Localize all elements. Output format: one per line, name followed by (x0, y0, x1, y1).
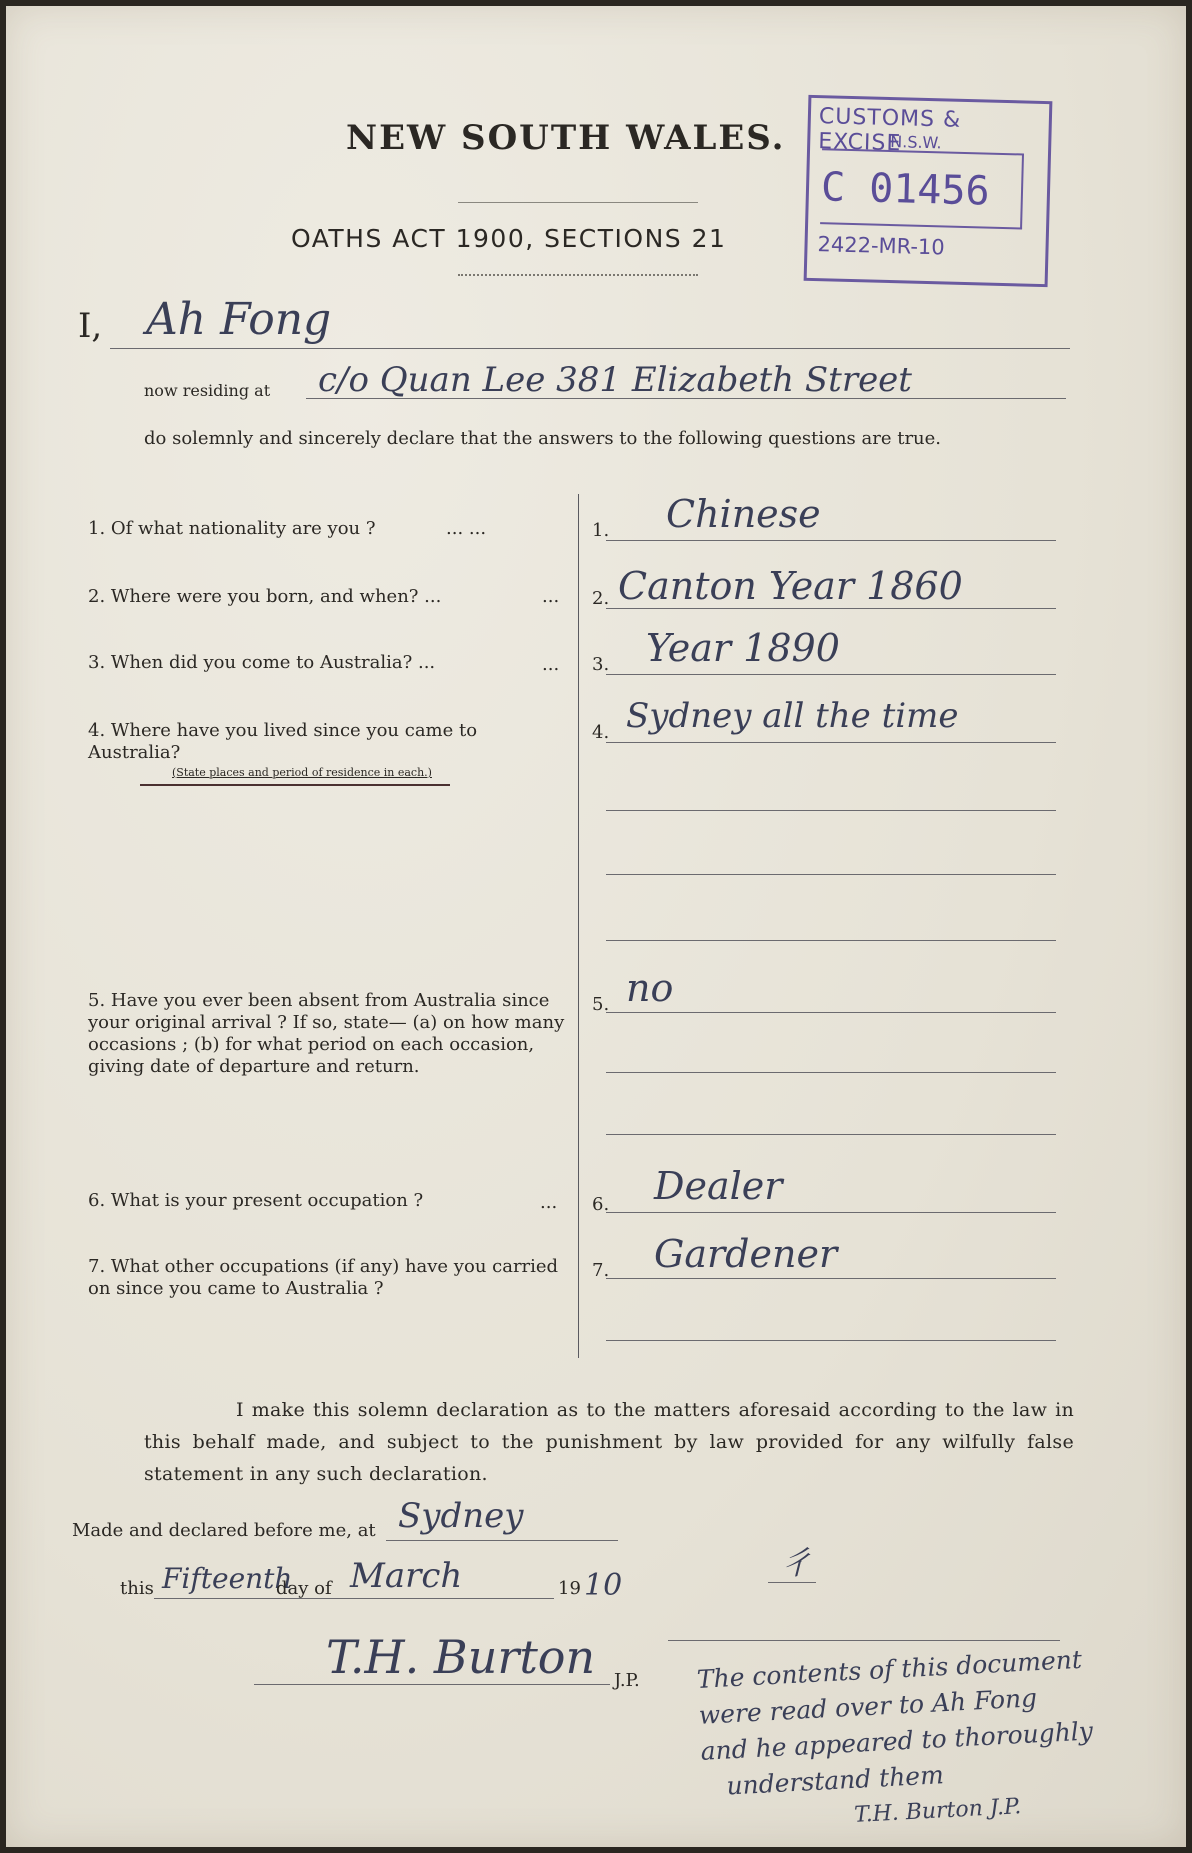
declarant-mark: ⼻ (780, 1544, 813, 1582)
customs-stamp (804, 95, 1053, 287)
answer-1: Chinese (666, 492, 821, 536)
mark-fraction-line (768, 1582, 816, 1583)
title-divider (458, 202, 698, 203)
answer-3: Year 1890 (646, 626, 840, 670)
interpreter-note (696, 1641, 1098, 1841)
answer-6-number: 6. (592, 1194, 610, 1215)
question-6: 6. What is your present occupation ? (88, 1190, 424, 1211)
address-line (306, 398, 1066, 399)
answer-5-line-3 (606, 1134, 1056, 1135)
answer-2-line (606, 608, 1056, 609)
answer-6-line (606, 1212, 1056, 1213)
answer-4-number: 4. (592, 722, 610, 743)
question-5: 5. Have you ever been absent from Australia since your original arrival ? If so, state— (a) on how many occasions ; (b) for what period on each occasion, giving date of departure and return. (88, 990, 565, 1077)
made-declared-label: Made and declared before me, at (72, 1520, 376, 1541)
note-line-1: The contents of this document (696, 1644, 1083, 1694)
question-4-note-underline (140, 784, 450, 786)
answer-7-line-1 (606, 1278, 1056, 1279)
question-2: 2. Where were you born, and when? ... (88, 586, 442, 607)
stamp-line1: CUSTOMS & EXCISE (817, 104, 962, 157)
answer-3-line (606, 674, 1056, 675)
answer-5-line-2 (606, 1072, 1056, 1073)
stamp-date: 2422-MR-10 (817, 232, 946, 260)
name-line (110, 348, 1070, 349)
declarant-name: Ah Fong (146, 294, 332, 345)
subtitle-ornament (458, 274, 698, 282)
answer-7: Gardener (654, 1232, 838, 1276)
jp-line (254, 1684, 610, 1685)
jp-signature: T.H. Burton (326, 1630, 596, 1684)
question-4-note: (State places and period of residence in each.) (172, 766, 432, 779)
answer-5: no (626, 966, 674, 1010)
answer-1-line (606, 540, 1056, 541)
question-3-dots: ... (542, 654, 560, 675)
question-2-dots: ... (542, 586, 560, 607)
answer-4-line-2 (606, 810, 1056, 811)
day-of-label: day of (276, 1578, 332, 1599)
mark-line (668, 1640, 1060, 1641)
declaration-month: March (350, 1556, 463, 1596)
stamp-line2: N.S.W. (890, 131, 942, 153)
answer-2: Canton Year 1860 (618, 564, 963, 608)
form-title: NEW SOUTH WALES. (346, 118, 786, 158)
form-subtitle: OATHS ACT 1900, SECTIONS 21 (291, 224, 727, 253)
this-label: this (120, 1578, 154, 1599)
note-line-4: understand them (725, 1760, 945, 1801)
answer-1-number: 1. (592, 520, 610, 541)
answer-4-line-4 (606, 940, 1056, 941)
declaration-day: Fifteenth (162, 1562, 293, 1595)
answer-5-line-1 (606, 1012, 1056, 1013)
jp-suffix: J.P. (614, 1670, 640, 1691)
answer-4-line-1 (606, 742, 1056, 743)
answer-7-line-2 (606, 1340, 1056, 1341)
declaration-form (6, 6, 1186, 1847)
answer-5-number: 5. (592, 994, 610, 1015)
residing-label: now residing at (144, 381, 271, 400)
answer-4: Sydney all the time (626, 696, 959, 736)
answer-2-number: 2. (592, 588, 610, 609)
declarant-prefix: I, (78, 306, 103, 346)
question-3: 3. When did you come to Australia? ... (88, 652, 436, 673)
note-line-5: T.H. Burton J.P. (853, 1794, 1022, 1828)
stamp-number: C 01456 (820, 164, 991, 215)
note-line-2: were read over to Ah Fong (698, 1683, 1038, 1730)
address: c/o Quan Lee 381 Elizabeth Street (318, 360, 912, 400)
answer-6: Dealer (654, 1164, 783, 1208)
answer-7-number: 7. (592, 1260, 610, 1281)
declaration-text: I make this solemn declaration as to the matters aforesaid according to the law in this behalf made, and subject to the punishment by law provided for any wilfully false statement in any such declaration. (144, 1399, 1074, 1485)
question-7: 7. What other occupations (if any) have you carried on since you came to Australia ? (88, 1256, 559, 1299)
answer-3-number: 3. (592, 654, 610, 675)
date-line (154, 1598, 554, 1599)
answer-4-line-3 (606, 874, 1056, 875)
note-line-3: and he appeared to thoroughly (699, 1716, 1094, 1766)
place-line (386, 1540, 618, 1541)
question-6-dots: ... (540, 1192, 558, 1213)
declaration-place: Sydney (398, 1496, 524, 1536)
declaration-year: 10 (584, 1568, 623, 1603)
solemn-statement: do solemnly and sincerely declare that the answers to the following questions are true. (144, 428, 942, 449)
question-1-dots: ... ... (446, 518, 487, 539)
question-1: 1. Of what nationality are you ? (88, 518, 376, 539)
year-prefix: 19 (558, 1578, 581, 1599)
column-divider (578, 494, 579, 1358)
question-4: 4. Where have you lived since you came to Australia? (88, 720, 478, 763)
